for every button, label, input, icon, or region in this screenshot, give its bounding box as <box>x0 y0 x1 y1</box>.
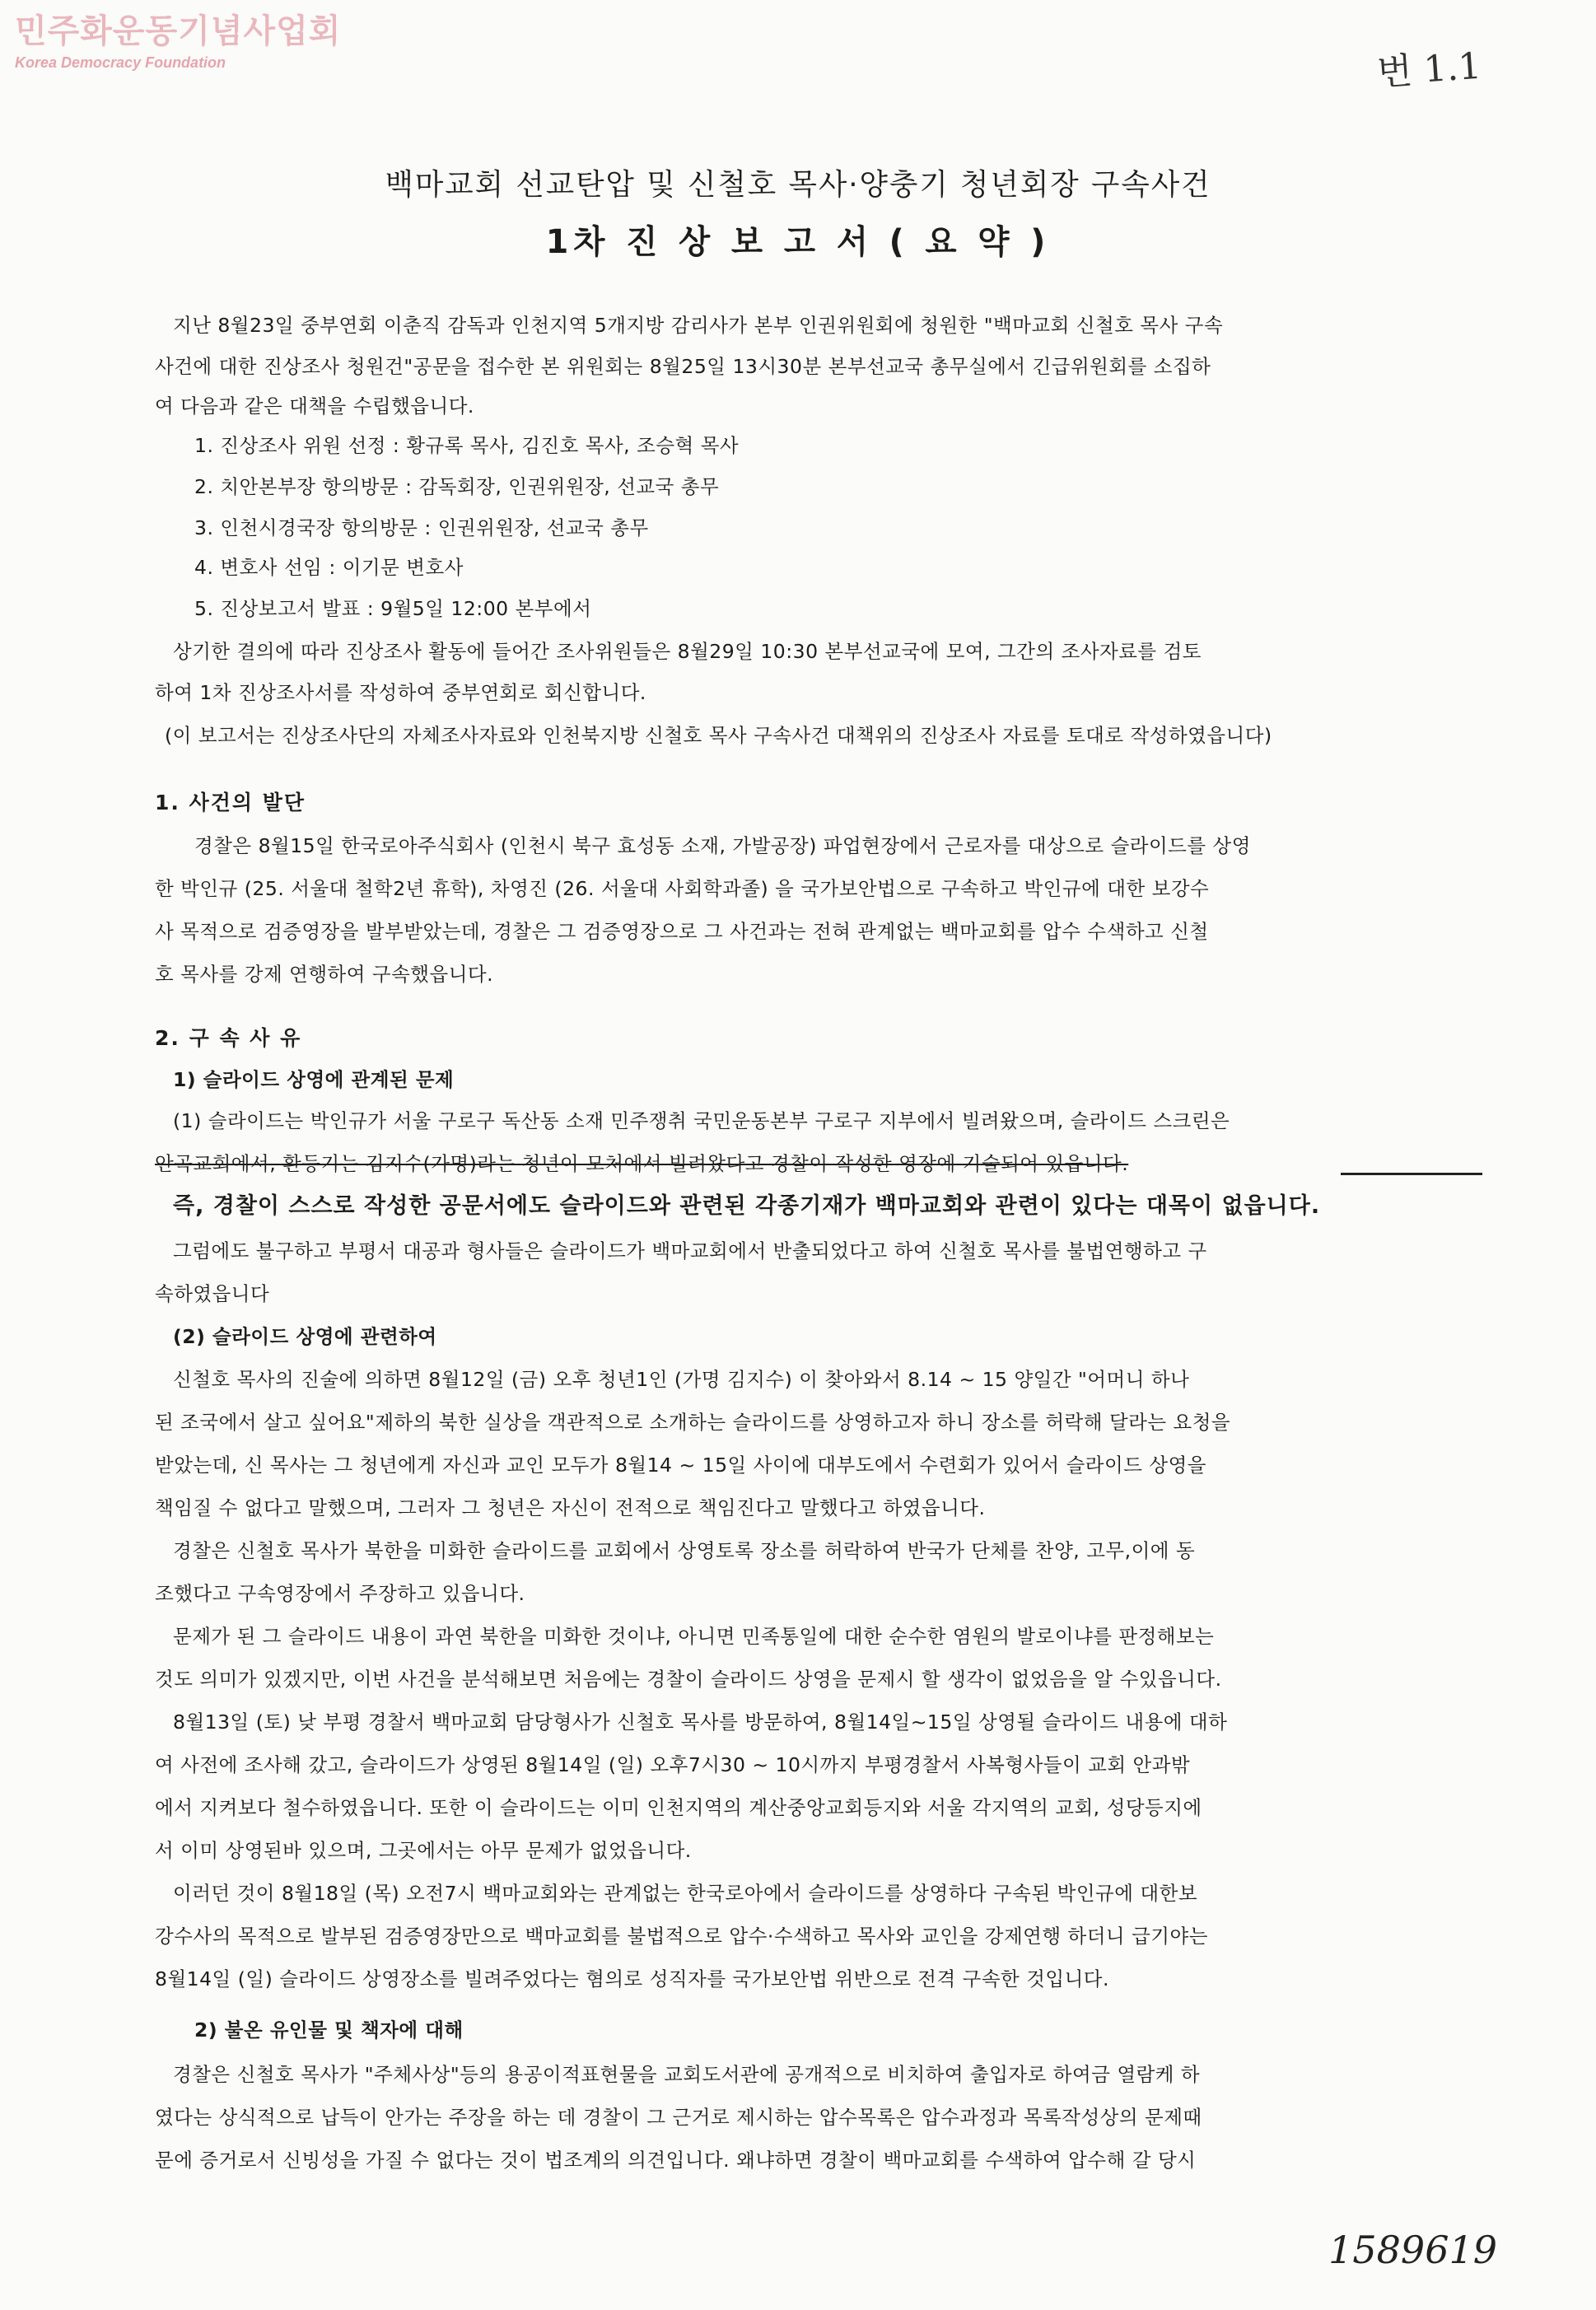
paragraph-line: 경찰은 신철호 목사가 북한을 미화한 슬라이드를 교회에서 상영토록 장소를 허락하여 반국가 단체를 찬양, 고무,이에 동 <box>173 1539 1196 1562</box>
struck-through-line: 안곡교회에서, 환등기는 김지수(가명)라는 청년이 모처에서 빌려왔다고 경찰이 작성한 영장에 기술되어 있읍니다. <box>155 1152 1129 1175</box>
paragraph-line: 그럼에도 불구하고 부평서 대공과 형사들은 슬라이드가 백마교회에서 반출되었다고 하여 신철호 목사를 불법연행하고 구 <box>173 1239 1207 1262</box>
intro-line: 상기한 결의에 따라 진상조사 활동에 들어간 조사위원들은 8월29일 10:30 본부선교국에 모여, 그간의 조사자료를 검토 <box>173 640 1202 663</box>
subsection-heading: 2) 불온 유인물 및 책자에 대해 <box>194 2018 464 2042</box>
inserted-emphasis-line: 즉, 경찰이 스스로 작성한 공문서에도 슬라이드와 관련된 각종기재가 백마교회와 관련이 있다는 대목이 없읍니다. <box>173 1193 1321 1219</box>
paragraph-line: 조했다고 구속영장에서 주장하고 있읍니다. <box>155 1582 525 1605</box>
paragraph-line: 강수사의 목적으로 발부된 검증영장만으로 백마교회를 불법적으로 압수·수색하고 목사와 교인을 강제연행 하더니 급기야는 <box>155 1925 1208 1948</box>
intro-line: 여 다음과 같은 대책을 수립했읍니다. <box>155 394 474 418</box>
paragraph-line: 서 이미 상영된바 있으며, 그곳에서는 아무 문제가 없었읍니다. <box>155 1839 692 1862</box>
paragraph-line: (1) 슬라이드는 박인규가 서울 구로구 독산동 소재 민주쟁취 국민운동본부 구로구 지부에서 빌려왔으며, 슬라이드 스크린은 <box>173 1109 1230 1132</box>
report-title: 백마교회 선교탄압 및 신철호 목사·양충기 청년회장 구속사건 <box>385 168 1211 202</box>
paragraph-line: 사 목적으로 검증영장을 발부받았는데, 경찰은 그 검증영장으로 그 사건과는 전혀 관계없는 백마교회를 압수 수색하고 신철 <box>155 920 1209 943</box>
paragraph-line: 호 목사를 강제 연행하여 구속했읍니다. <box>155 963 494 986</box>
foundation-logo <box>15 12 341 72</box>
paragraph-line: 한 박인규 (25. 서울대 철학2년 휴학), 차영진 (26. 서울대 사회학과졸) 을 국가보안법으로 구속하고 박인규에 대한 보강수 <box>155 877 1210 900</box>
paragraph-line: 속하였읍니다 <box>155 1282 270 1305</box>
paragraph-line: 문에 증거로서 신빙성을 가질 수 없다는 것이 법조계의 의견입니다. 왜냐하면 경찰이 백마교회를 수색하여 압수해 갈 당시 <box>155 2149 1197 2172</box>
paragraph-line: 이러던 것이 8월18일 (목) 오전7시 백마교회와는 관계없는 한국로아에서 슬라이드를 상영하다 구속된 박인규에 대한보 <box>173 1882 1198 1905</box>
paragraph-line: 경찰은 8월15일 한국로아주식회사 (인천시 북구 효성동 소재, 가발공장) 파업현장에서 근로자를 대상으로 슬라이드를 상영 <box>194 834 1251 857</box>
handwritten-underline <box>1341 1173 1482 1175</box>
paragraph-line: 8월14일 (일) 슬라이드 상영장소를 빌려주었다는 혐의로 성직자를 국가보안법 위반으로 전격 구속한 것입니다. <box>155 1967 1109 1990</box>
section-heading-1: 1. 사건의 발단 <box>155 791 306 814</box>
paragraph-line: 신철호 목사의 진술에 의하면 8월12일 (금) 오후 청년1인 (가명 김지수) 이 찾아와서 8.14 ~ 15 양일간 "어머니 하나 <box>173 1368 1190 1391</box>
handwritten-document-number: 1589619 <box>1328 2228 1497 2272</box>
paragraph-line: 문제가 된 그 슬라이드 내용이 과연 북한을 미화한 것이냐, 아니면 민족통일에 대한 순수한 염원의 발로이냐를 판정해보는 <box>173 1625 1215 1648</box>
paragraph-line: 경찰은 신철호 목사가 "주체사상"등의 용공이적표현물을 교회도서관에 공개적으로 비치하여 출입자로 하여금 열람케 하 <box>173 2063 1201 2086</box>
paragraph-line: 된 조국에서 살고 싶어요"제하의 북한 실상을 객관적으로 소개하는 슬라이드를 상영하고자 하니 장소를 허락해 달라는 요청을 <box>155 1411 1231 1434</box>
logo-korean-text: 민주화운동기념사업회 <box>15 12 342 50</box>
logo-english-text: Korea Democracy Foundation <box>15 54 226 71</box>
measure-item-1: 1. 진상조사 위원 선정 : 황규록 목사, 김진호 목사, 조승혁 목사 <box>194 434 740 457</box>
paragraph-line: 였다는 상식적으로 납득이 안가는 주장을 하는 데 경찰이 그 근거로 제시하는 압수목록은 압수과정과 목록작성상의 문제때 <box>155 2106 1202 2129</box>
measure-item-3: 3. 인천시경국장 항의방문 : 인권위원장, 선교국 총무 <box>194 516 649 539</box>
handwritten-page-mark: 번 1.1 <box>1375 44 1482 95</box>
report-subtitle: 1차 진 상 보 고 서 ( 요 약 ) <box>545 223 1051 261</box>
paragraph-line: 8월13일 (토) 낮 부평 경찰서 백마교회 담당형사가 신철호 목사를 방문하여, 8월14일~15일 상영될 슬라이드 내용에 대하 <box>173 1710 1228 1734</box>
section-heading-2: 2. 구 속 사 유 <box>155 1026 302 1050</box>
intro-line: 지난 8월23일 중부연회 이춘직 감독과 인천지역 5개지방 감리사가 본부 인권위원회에 청원한 "백마교회 신철호 목사 구속 <box>173 314 1224 337</box>
paragraph-line: 받았는데, 신 목사는 그 청년에게 자신과 교인 모두가 8월14 ~ 15일 사이에 대부도에서 수련회가 있어서 슬라이드 상영을 <box>155 1454 1206 1477</box>
subsection-heading: (2) 슬라이드 상영에 관련하여 <box>173 1325 437 1348</box>
paragraph-line: 에서 지켜보다 철수하였읍니다. 또한 이 슬라이드는 이미 인천지역의 계산중앙교회등지와 서울 각지역의 교회, 성당등지에 <box>155 1796 1202 1819</box>
paragraph-line: 것도 의미가 있겠지만, 이번 사건을 분석해보면 처음에는 경찰이 슬라이드 상영을 문제시 할 생각이 없었음을 알 수있읍니다. <box>155 1668 1222 1691</box>
intro-line: 사건에 대한 진상조사 청원건"공문을 접수한 본 위원회는 8월25일 13시30분 본부선교국 총무실에서 긴급위원회를 소집하 <box>155 355 1211 378</box>
measure-item-2: 2. 치안본부장 항의방문 : 감독회장, 인권위원장, 선교국 총무 <box>194 475 720 498</box>
measure-item-5: 5. 진상보고서 발표 : 9월5일 12:00 본부에서 <box>194 597 592 620</box>
paragraph-line: 책임질 수 없다고 말했으며, 그러자 그 청년은 자신이 전적으로 책임진다고 말했다고 하였읍니다. <box>155 1496 986 1519</box>
report-basis-note: (이 보고서는 진상조사단의 자체조사자료와 인천북지방 신철호 목사 구속사건 대책위의 진상조사 자료를 토대로 작성하였읍니다) <box>165 724 1272 747</box>
measure-item-4: 4. 변호사 선임 : 이기문 변호사 <box>194 556 464 579</box>
paragraph-line: 여 사전에 조사해 갔고, 슬라이드가 상영된 8월14일 (일) 오후7시30 ~ 10시까지 부평경찰서 사복형사들이 교회 안과밖 <box>155 1753 1191 1776</box>
intro-line: 하여 1차 진상조사서를 작성하여 중부연회로 회신합니다. <box>155 681 646 704</box>
subsection-heading: 1) 슬라이드 상영에 관계된 문제 <box>173 1068 455 1091</box>
